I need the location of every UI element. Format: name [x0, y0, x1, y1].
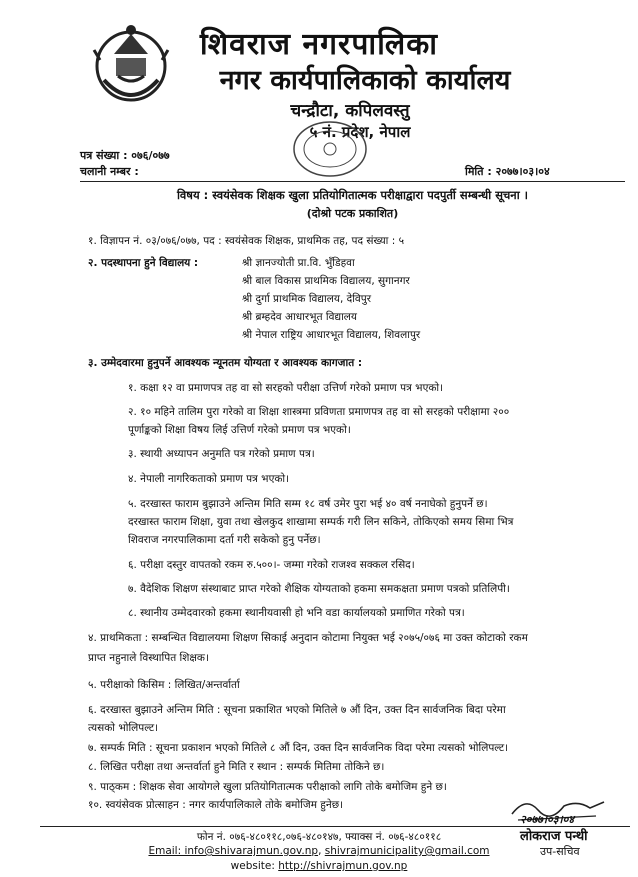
requirement-item: ६. परीक्षा दस्तुर वापतको रकम रु.५००।- जम्मा गरेको राजश्व सक्कल रसिद।: [128, 559, 415, 571]
item-schools-label: २. पदस्थापना हुने विद्यालय :: [88, 257, 199, 269]
requirement-item: पूर्णाङ्कको शिक्षा विषय लिई उत्तिर्ण गरेको प्रमाण पत्र भएको।: [128, 424, 351, 436]
footer-website: [0, 860, 638, 872]
email-link[interactable]: Email: info@shivarajmun.gov.np: [148, 845, 319, 857]
requirement-item: ७. वैदेशिक शिक्षण संस्थाबाट प्राप्त गरेको शैक्षिक योग्यताको हकमा समकक्षता प्रमाण पत्रको प्रतिलिपी।: [128, 583, 510, 595]
dispatch-number: चलानी नम्बर :: [80, 165, 139, 178]
item-priority: ४. प्राथमिकता : सम्बन्धित विद्यालयमा शिक्षण सिकाई अनुदान कोटामा नियुक्त भई २०७५/०७६ मा उक्त कोटाको रकम: [88, 632, 528, 644]
item-contact-date: ७. सम्पर्क मिति : सूचना प्रकाशन भएको मितिले ८ औं दिन, उक्त दिन सार्वजनिक विदा परेमा त्यसको भोलिपल्ट।: [88, 742, 509, 754]
item-advertisement: १. विज्ञापन नं. ०३/०७६/०७७, पद : स्वयंसेवक शिक्षक, प्राथमिक तह, पद संख्या : ५: [88, 235, 405, 247]
letter-number: पत्र संख्या : ०७६/०७७: [80, 149, 170, 162]
item-priority-cont: प्राप्त नहुनाले विस्थापित शिक्षक।: [88, 652, 209, 664]
footer-divider: [40, 826, 630, 827]
requirement-item: दरखास्त फाराम शिक्षा, युवा तथा खेलकुद शाखामा सम्पर्क गरी लिन सकिने, तोकिएको समय सिमा भित्र: [128, 516, 514, 528]
signature-date: २०७७।०३।०४: [520, 813, 575, 826]
email-link-gmail[interactable]: shivrajmunicipality@gmail.com: [324, 845, 490, 857]
school-item: श्री ज्ञानज्योती प्रा.वि. भुँडिहवा: [242, 257, 355, 269]
item-exam-type: ५. परीक्षाको किसिम : लिखित/अन्तर्वार्ता: [88, 679, 240, 691]
requirement-item: शिवराज नगरपालिकामा दर्ता गरी सकेको हुनु पर्नेछ।: [128, 534, 321, 546]
signatory-title: उप-सचिव: [540, 845, 580, 858]
header-divider: [80, 181, 625, 182]
item-requirements-label: ३. उम्मेदवारमा हुनुपर्ने आवश्यक न्यूनतम योग्यता र आवश्यक कागजात :: [88, 357, 363, 369]
office-province: ५ नं. प्रदेश, नेपाल: [309, 123, 411, 141]
item-syllabus: ९. पाठ्कम : शिक्षक सेवा आयोगले खुला प्रतियोगितात्मक परीक्षाको लागि तोके बमोजिम हुने छ।: [88, 781, 447, 793]
requirement-item: १. कक्षा १२ वा प्रमाणपत्र तह वा सो सरहको परीक्षा उत्तिर्ण गरेको प्रमाण पत्र भएको।: [128, 382, 444, 394]
subject-line: विषय : स्वयंसेवक शिक्षक खुला प्रतियोगितात्मक परीक्षाद्वारा पदपुर्ती सम्बन्धी सूचना ।: [176, 188, 529, 202]
requirement-item: ३. स्थायी अध्यापन अनुमति पत्र गरेको प्रमाण पत्र।: [128, 448, 315, 460]
requirement-item: ८. स्थानीय उम्मेदवारको हकमा स्थानीयवासी हो भनि वडा कार्यालयको प्रमाणित गरेको पत्र।: [128, 607, 465, 619]
website-link[interactable]: http://shivrajmun.gov.np: [278, 860, 408, 872]
footer-phone: फोन नं. ०७६-४८०११८,०७६-४८०१४७, फ्याक्स नं. ०७६-४८०११८: [196, 831, 442, 843]
footer-emails: Email: info@shivarajmun.gov.np, shivrajmunicipality@gmail.com: [148, 845, 490, 857]
office-stamp-icon: [290, 118, 370, 180]
requirement-item: ४. नेपाली नागरिकताको प्रमाण पत्र भएको।: [128, 473, 290, 485]
school-item: श्री नेपाल राष्ट्रिय आधारभूत विद्यालय, शिवलापुर: [242, 329, 421, 341]
municipality-title: शिवराज नगरपालिका: [199, 27, 439, 62]
item-deadline: ६. दरखास्त बुझाउने अन्तिम मिति : सूचना प्रकाशित भएको मितिले ७ औं दिन, उक्त दिन सार्वजनिक बिदा परेमा: [88, 704, 506, 716]
requirement-item: ५. दरखास्त फाराम बुझाउने अन्तिम मिति सम्म १८ वर्ष उमेर पुरा भई ४० वर्ष ननाघेको हुनुपर्ने छ।: [128, 498, 488, 510]
school-item: श्री बाल विकास प्राथमिक विद्यालय, सुगानगर: [242, 275, 410, 287]
notice-date: मिति : २०७७।०३।०४: [465, 165, 550, 178]
item-incentive: १०. स्वयंसेवक प्रोत्साहन : नगर कार्यपालिकाले तोके बमोजिम हुनेछ।: [88, 799, 344, 811]
item-exam-date: ८. लिखित परीक्षा तथा अन्तर्वार्ता हुने मिति र स्थान : सम्पर्क मितिमा तोकिने छ।: [88, 761, 385, 773]
item-deadline-cont: त्यसको भोलिपल्ट।: [88, 722, 159, 734]
school-item: श्री दुर्गा प्राथमिक विद्यालय, देविपुर: [242, 293, 372, 305]
subject-subline: (दोश्रो पटक प्रकाशित): [306, 207, 399, 220]
requirement-item: २. १० महिने तालिम पुरा गरेको वा शिक्षा शास्त्रमा प्रविणता प्रमाणपत्र तह वा सो सरहको परीक्षामा २००: [128, 406, 510, 418]
signatory-name: लोकराज पन्थी: [520, 829, 588, 844]
school-item: श्री ब्रम्हदेव आधारभूत विद्यालय: [242, 311, 357, 323]
website-label: website:: [230, 860, 275, 872]
office-place: चन्द्रौटा, कपिलवस्तु: [290, 101, 410, 121]
office-title: नगर कार्यपालिकाको कार्यालय: [219, 65, 511, 96]
